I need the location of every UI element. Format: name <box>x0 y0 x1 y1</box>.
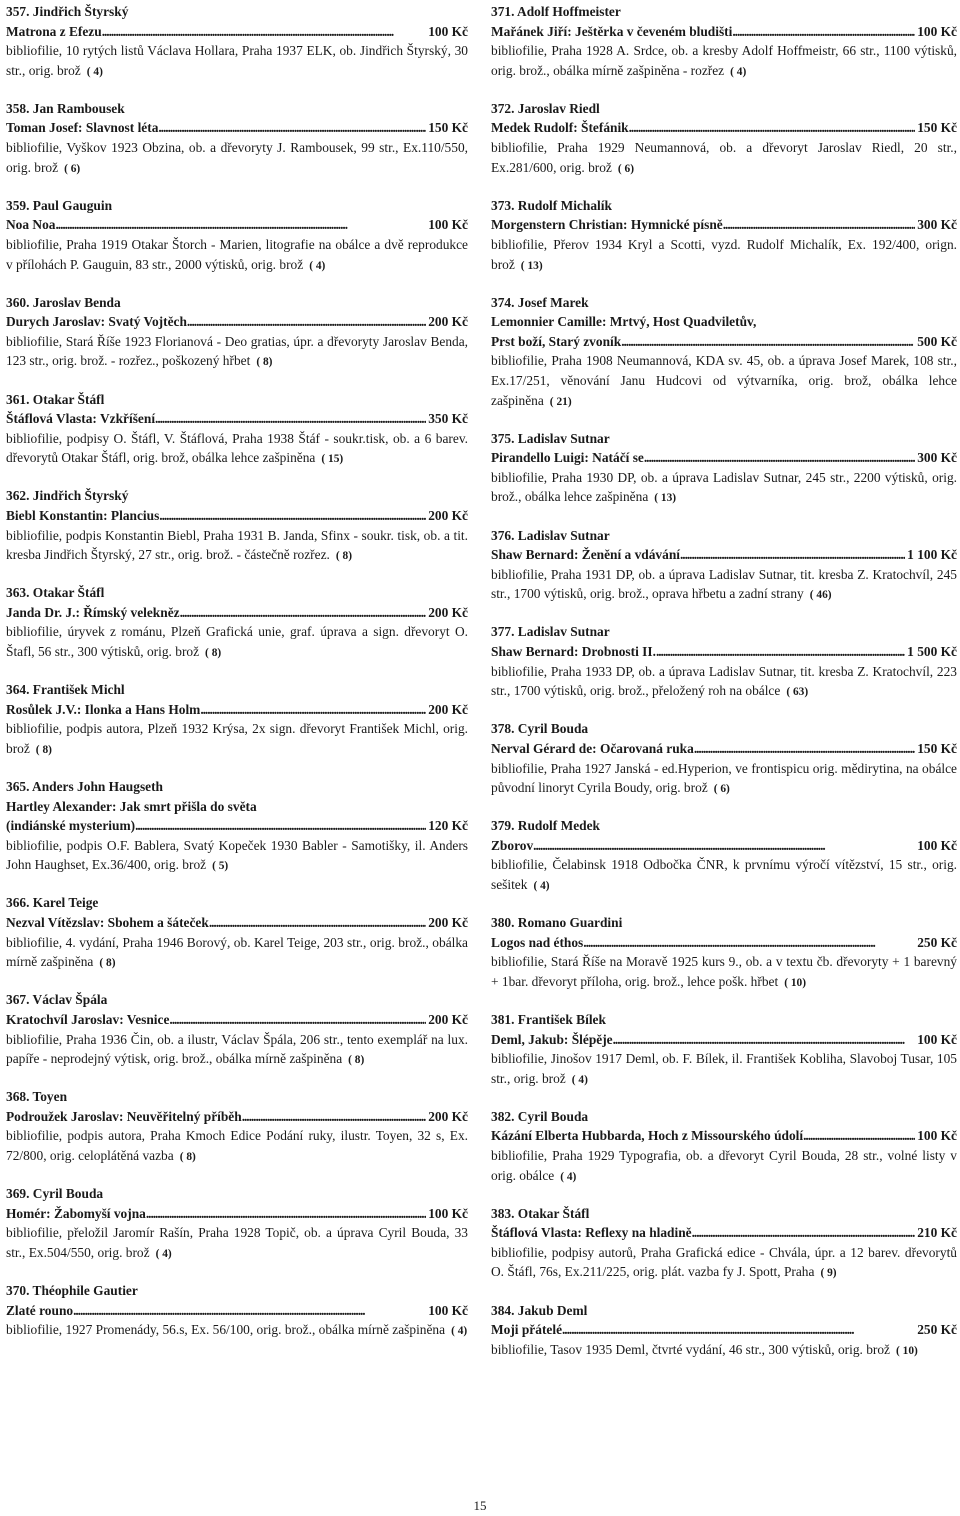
entry-description-text: bibliofilie, Praha 1908 Neumannová, KDA sv. 45, ob. a úprava Josef Marek, 108 str., Ex.17/251, věnování Janu Hudcovi od výtvarníka, orig. brož, obálka lehce zašpiněna <box>491 353 957 408</box>
catalog-entry <box>6 777 468 877</box>
entry-price: 200 Kč <box>428 507 468 523</box>
dot-leader <box>158 118 426 138</box>
catalog-entry <box>6 196 468 276</box>
entry-title-line <box>6 816 468 836</box>
entry-description-text: bibliofilie, podpisy autorů, Praha Grafická edice - Chvála, úpr. a 12 barev. dřevorytů O. Štáfl, 76s, Ex.211/225, orig. plát. vazba fy J. Spott, Praha <box>491 1244 957 1280</box>
entry-number-artist: 373. Rudolf Michalík <box>491 197 612 213</box>
entry-title-line <box>491 118 957 138</box>
entry-description <box>491 41 957 82</box>
entry-price: 250 Kč <box>917 1322 957 1338</box>
entry-title: Durych Jaroslav: Svatý Vojtěch <box>6 314 187 330</box>
entry-description-text: bibliofilie, Praha 1928 A. Srdce, ob. a kresby Adolf Hoffmeistr, 66 str., 1100 výtisků, orig. brož., obálka mírně zašpiněna - rozřez <box>491 43 957 78</box>
entry-description-text: bibliofilie, podpis autora, Praha Kmoch Edice Podání ruky, ilustr. Toyen, 32 s, Ex. 72/800, orig. celoplátěná vazba <box>6 1128 468 1163</box>
entry-condition-code: ( 8) <box>348 1054 365 1067</box>
entry-number-artist: 369. Cyril Bouda <box>6 1186 104 1202</box>
entry-title: Toman Josef: Slavnost léta <box>6 120 159 136</box>
entry-condition-code: ( 4) <box>730 65 747 78</box>
entry-description-text: bibliofilie, Vyškov 1923 Obzina, ob. a dřevoryty J. Rambousek, 99 str., Ex.110/550, orig. brož <box>6 140 468 175</box>
entry-description <box>6 429 468 470</box>
entry-description-text: bibliofilie, Praha 1929 Typografia, ob. a dřevoryt Cyril Bouda, 28 str., volné listy v orig. obálce <box>491 1148 957 1183</box>
dot-leader <box>242 1107 427 1127</box>
dot-leader <box>180 603 427 623</box>
entry-description <box>6 836 468 877</box>
catalog-entry <box>491 1107 957 1187</box>
entry-number-artist: 367. Václav Špála <box>6 992 108 1008</box>
catalog-entry <box>6 1281 468 1342</box>
entry-condition-code: ( 4) <box>560 1170 577 1183</box>
dot-leader <box>723 215 915 235</box>
entry-description-text: bibliofilie, Praha 1930 DP, ob. a úprava Ladislav Sutnar, 245 str., 2200 výtisků, orig. brož., obálka lehce zašpiněna <box>491 469 957 505</box>
catalog-entry <box>6 680 468 760</box>
entry-title-line <box>6 603 468 623</box>
entry-title-line <box>6 700 468 720</box>
entry-price: 100 Kč <box>917 837 957 853</box>
entry-title-line <box>6 312 468 332</box>
entry-description <box>6 526 468 567</box>
dot-leader <box>73 1301 426 1321</box>
entry-description-text: bibliofilie, 1927 Promenády, 56.s, Ex. 56/100, orig. brož., obálka mírně zašpiněna <box>6 1322 446 1338</box>
entry-description-text: bibliofilie, Jinošov 1917 Deml, ob. F. Bílek, il. František Kobliha, Slavoboj Tusar, 105 str., orig. brož <box>491 1051 957 1086</box>
catalog-entry <box>6 486 468 566</box>
entry-number-artist: 363. Otakar Štáfl <box>6 585 105 601</box>
catalog-entry <box>491 1204 957 1284</box>
entry-condition-code: ( 8) <box>256 356 273 369</box>
catalog-entry <box>491 526 957 606</box>
catalog-entry <box>491 622 957 702</box>
entry-price: 250 Kč <box>917 934 957 950</box>
entry-condition-code: ( 8) <box>35 743 52 756</box>
entry-title-line <box>6 1107 468 1127</box>
catalog-entry <box>491 816 957 896</box>
catalog-entry <box>6 2 468 82</box>
entry-title: Moji přátelé <box>491 1322 563 1338</box>
entry-title-line <box>491 448 957 468</box>
entry-description <box>491 235 957 276</box>
entry-description <box>6 1030 468 1071</box>
entry-condition-code: ( 21) <box>549 395 572 408</box>
entry-number-artist: 357. Jindřich Štyrský <box>6 4 129 19</box>
entry-title: Morgenstern Christian: Hymnické písně <box>491 217 723 233</box>
entry-number-artist: 370. Théophile Gautier <box>6 1282 138 1298</box>
entry-title: Medek Rudolf: Štefánik <box>491 120 629 136</box>
entry-number-artist: 384. Jakub Deml <box>491 1302 588 1318</box>
entry-title: Nezval Vítězslav: Sbohem a šáteček <box>6 915 209 931</box>
entry-number-artist: 380. Romano Guardini <box>491 915 623 931</box>
entry-title-line <box>491 642 957 662</box>
entry-title: Biebl Konstantin: Plancius <box>6 507 160 523</box>
entry-title-line <box>6 913 468 933</box>
catalog-entry <box>6 583 468 663</box>
entry-description <box>6 622 468 663</box>
right-column <box>491 2 957 1378</box>
entry-condition-code: ( 6) <box>617 162 635 175</box>
entry-number-artist: 361. Otakar Štáfl <box>6 391 105 407</box>
dot-leader <box>155 409 426 429</box>
dot-leader <box>187 312 426 332</box>
entry-description-text: bibliofilie, Tasov 1935 Deml, čtvrté vydání, 46 str., 300 výtisků, orig. brož <box>491 1341 890 1357</box>
entry-number-artist: 381. František Bílek <box>491 1011 606 1027</box>
dot-leader <box>200 700 426 720</box>
entry-condition-code: ( 4) <box>451 1325 468 1338</box>
entry-price: 300 Kč <box>917 450 957 466</box>
entry-title-line <box>491 933 957 953</box>
entry-price: 120 Kč <box>428 818 468 834</box>
entry-price: 200 Kč <box>428 1108 468 1124</box>
entry-price: 1 500 Kč <box>907 644 957 660</box>
catalog-entry <box>491 293 957 413</box>
entry-number-artist: 362. Jindřich Štyrský <box>6 488 129 504</box>
entry-description <box>6 41 468 82</box>
entry-title: Zborov <box>491 837 534 853</box>
entry-price: 100 Kč <box>428 1205 468 1221</box>
entry-title-line <box>491 1126 957 1146</box>
entry-title-line <box>491 332 957 352</box>
entry-description <box>491 138 957 179</box>
left-column <box>6 2 468 1358</box>
entry-description-text: bibliofilie, podpis O.F. Bablera, Svatý Kopeček 1930 Babler - Samotišky, il. Anders John Haughset, Ex.36/400, orig. brož <box>6 837 468 873</box>
catalog-entry <box>491 2 957 82</box>
entry-title: Janda Dr. J.: Římský velekněz <box>6 604 180 620</box>
catalog-entry <box>6 1087 468 1167</box>
dot-leader <box>562 1320 915 1340</box>
catalog-entry <box>6 293 468 373</box>
catalog-entry <box>6 1184 468 1264</box>
entry-condition-code: ( 8) <box>335 550 353 563</box>
entry-title-line <box>6 22 468 42</box>
entry-number-artist: 365. Anders John Haugseth <box>6 779 163 794</box>
entry-price: 100 Kč <box>917 1128 957 1144</box>
entry-condition-code: ( 4) <box>86 65 103 78</box>
entry-description <box>491 565 957 606</box>
entry-title: Shaw Bernard: Drobnosti II. <box>491 644 656 660</box>
entry-price: 1 100 Kč <box>907 547 957 563</box>
entry-price: 100 Kč <box>917 1031 957 1047</box>
entry-description-text: bibliofilie, Praha 1936 Čin, ob. a ilustr, Václav Špála, 206 str., tento exemplář na lux. papíře - neprodejný výtisk, orig. brož., obálka mírně zašpiněna <box>6 1031 468 1067</box>
entry-description-text: bibliofilie, Praha 1929 Neumannová, ob. a dřevoryt Jaroslav Riedl, 20 str., Ex.281/600, orig. brož <box>491 140 957 175</box>
dot-leader <box>621 332 915 352</box>
entry-description <box>491 662 957 703</box>
entry-number-artist: 368. Toyen <box>6 1089 68 1105</box>
entry-condition-code: ( 46) <box>809 589 832 602</box>
entry-title: Prst boží, Starý zvoník <box>491 333 622 349</box>
catalog-entry <box>491 1301 957 1362</box>
entry-description <box>491 855 957 896</box>
entry-title: Štáflová Vlasta: Vzkříšení <box>6 411 156 427</box>
entry-number-artist: 375. Ladislav Sutnar <box>491 430 610 446</box>
entry-title: Deml, Jakub: Šlépěje <box>491 1031 613 1047</box>
entry-number-artist: 382. Cyril Bouda <box>491 1108 589 1124</box>
dot-leader <box>159 506 426 526</box>
entry-condition-code: ( 13) <box>520 259 543 272</box>
entry-description-text: bibliofilie, přeložil Jaromír Rašín, Praha 1928 Topič, ob. a úprava Cyril Bouda, 33 str., Ex.504/550, orig. brož <box>6 1225 468 1260</box>
entry-price: 100 Kč <box>917 23 957 39</box>
entry-title-line <box>491 1223 957 1243</box>
entry-description <box>6 235 468 276</box>
catalog-entry <box>491 99 957 179</box>
entry-number-artist: 359. Paul Gauguin <box>6 197 113 213</box>
entry-description <box>6 933 468 974</box>
entry-number-artist: 371. Adolf Hoffmeister <box>491 4 621 19</box>
dot-leader <box>613 1030 916 1050</box>
entry-condition-code: ( 10) <box>896 1344 918 1357</box>
entry-title: Podroužek Jaroslav: Neuvěřitelný příběh <box>6 1108 242 1124</box>
entry-number-artist: 377. Ladislav Sutnar <box>491 624 610 640</box>
entry-description <box>6 138 468 179</box>
entry-price: 200 Kč <box>428 314 468 330</box>
entry-description <box>6 719 468 760</box>
entry-title-line <box>6 1010 468 1030</box>
entry-price: 200 Kč <box>428 701 468 717</box>
entry-price: 100 Kč <box>428 23 468 39</box>
entry-description-text: bibliofilie, podpisy O. Štáfl, V. Štáflová, Praha 1938 Štáf - soukr.tisk, ob. a 6 barev. dřevorytů Otakar Štáfl, orig. brož, obálka lehce zašpiněna <box>6 430 468 466</box>
entry-price: 500 Kč <box>917 333 957 349</box>
entry-description-text: bibliofilie, Praha 1927 Janská - ed.Hyperion, ve frontispicu orig. mědirytina, na obálce původní linoryt Cyrila Boudy, orig. brož <box>491 760 957 796</box>
entry-number-artist: 358. Jan Rambousek <box>6 100 125 116</box>
entry-title-line <box>491 836 957 856</box>
entry-title: Shaw Bernard: Ženění a vdávání <box>491 547 680 563</box>
entry-description-text: bibliofilie, Čelabinsk 1918 Odbočka ČNR, k prvnímu výročí vítězství, 15 str., orig. sešitek <box>491 857 957 892</box>
entry-description-text: bibliofilie, Praha 1931 DP, ob. a úprava Ladislav Sutnar, tit. kresba Z. Kratochvíl, 245 str., 1700 výtisků, orig. brož., oprava hřbetu a zadní strany <box>491 566 957 602</box>
entry-condition-code: ( 10) <box>784 976 807 989</box>
catalog-entry <box>6 990 468 1070</box>
entry-description-text: bibliofilie, Přerov 1934 Kryl a Scotti, vyzd. Rudolf Michalík, Ex. 192/400, orign. brož <box>491 236 957 272</box>
entry-number-artist: 364. František Michl <box>6 682 125 698</box>
entry-title: Homér: Žabomyší vojna <box>6 1205 146 1221</box>
entry-title-line <box>6 506 468 526</box>
entry-description-text: bibliofilie, 4. vydání, Praha 1946 Borový, ob. Karel Teige, 203 str., orig. brož., obálka mírně zašpiněna <box>6 934 468 970</box>
entry-title: Logos nad éthos <box>491 934 584 950</box>
entry-title: Mařánek Jiří: Ještěrka v čeveném bludišti <box>491 23 733 39</box>
entry-title: (indiánské mysterium) <box>6 818 136 834</box>
dot-leader <box>692 1223 916 1243</box>
entry-number-artist: 374. Josef Marek <box>491 294 589 310</box>
entry-number-artist: 372. Jaroslav Riedl <box>491 100 600 116</box>
entry-price: 150 Kč <box>917 740 957 756</box>
catalog-entry <box>491 913 957 993</box>
entry-title-line <box>491 22 957 42</box>
entry-condition-code: ( 4) <box>533 879 550 892</box>
entry-description <box>491 952 957 993</box>
catalog-entry <box>491 429 957 509</box>
dot-leader <box>629 118 916 138</box>
catalog-entry <box>491 196 957 276</box>
entry-title: Kázání Elberta Hubbarda, Hoch z Missourského údolí <box>491 1128 804 1144</box>
entry-author-line: Hartley Alexander: Jak smrt přišla do světa <box>6 798 257 814</box>
entry-title-line <box>6 409 468 429</box>
entry-title-line <box>491 215 957 235</box>
catalog-entry <box>491 1010 957 1090</box>
entry-description <box>491 1243 957 1284</box>
dot-leader <box>102 22 427 42</box>
entry-description <box>491 1146 957 1187</box>
entry-price: 100 Kč <box>428 1302 468 1318</box>
entry-title-line <box>491 739 957 759</box>
entry-description-text: bibliofilie, Praha 1933 DP, ob. a úprava Ladislav Sutnar, tit. kresba Z. Kratochvíl, 223 str., 1700 výtisků, orig. brož., přeložený roh na obálce <box>491 663 957 699</box>
entry-price: 150 Kč <box>428 120 468 136</box>
entry-number-artist: 383. Otakar Štáfl <box>491 1205 590 1221</box>
entry-number-artist: 360. Jaroslav Benda <box>6 294 121 310</box>
entry-title: Zlaté rouno <box>6 1302 74 1318</box>
entry-description-text: bibliofilie, Stará Říše 1923 Florianová - Deo gratias, úpr. a dřevoryty Jaroslav Benda, 123 str., orig. brož. - rozřez., poškozený hřbet <box>6 333 468 369</box>
dot-leader <box>169 1010 426 1030</box>
entry-price: 200 Kč <box>428 1011 468 1027</box>
entry-author-line: Lemonnier Camille: Mrtvý, Host Quadviletův, <box>491 314 757 330</box>
entry-title-line <box>491 545 957 565</box>
dot-leader <box>656 642 905 662</box>
dot-leader <box>583 933 915 953</box>
entry-description-text: bibliofilie, Stará Říše na Moravě 1925 kurs 9., ob. a v textu čb. dřevoryty + 1 barevný + 1bar. dřevoryt příloha, orig. brož., lehce pošk. hřbet <box>491 954 957 989</box>
entry-condition-code: ( 4) <box>571 1073 588 1086</box>
entry-title: Noa Noa <box>6 217 56 233</box>
entry-description <box>491 759 957 800</box>
entry-condition-code: ( 5) <box>212 860 229 873</box>
catalog-entry <box>6 99 468 179</box>
entry-description-text: bibliofilie, 10 rytých listů Václava Hollara, Praha 1937 ELK, ob. Jindřich Štyrský, 30 str., orig. brož <box>6 43 468 78</box>
catalog-entry <box>6 390 468 470</box>
entry-title-line <box>491 1320 957 1340</box>
entry-number-artist: 379. Rudolf Medek <box>491 818 600 834</box>
entry-description <box>6 1320 468 1342</box>
entry-condition-code: ( 8) <box>99 957 116 970</box>
entry-title-line <box>6 215 468 235</box>
entry-description <box>6 1223 468 1264</box>
entry-price: 300 Kč <box>917 217 957 233</box>
entry-title-line <box>6 1204 468 1224</box>
entry-description <box>6 332 468 373</box>
entry-condition-code: ( 8) <box>205 647 222 660</box>
dot-leader <box>135 816 426 836</box>
dot-leader <box>694 739 915 759</box>
entry-condition-code: ( 15) <box>321 453 344 466</box>
dot-leader <box>803 1126 915 1146</box>
dot-leader <box>209 913 426 933</box>
entry-description-text: bibliofilie, podpis Konstantin Biebl, Praha 1931 B. Janda, Sfinx - soukr. tisk, ob. a tit. kresba Jindřich Štyrský, 27 str., orig. brož. - částečně rozřez. <box>6 527 468 563</box>
entry-price: 150 Kč <box>917 120 957 136</box>
entry-description <box>491 468 957 509</box>
entry-number-artist: 378. Cyril Bouda <box>491 721 589 737</box>
entry-title-line <box>491 1030 957 1050</box>
entry-description-text: bibliofilie, Praha 1919 Otakar Štorch - Marien, litografie na obálce a dvě reprodukce v přílohách P. Gauguin, 83 str., 2000 výtisků, orig. brož <box>6 236 468 272</box>
entry-number-artist: 376. Ladislav Sutnar <box>491 527 610 543</box>
catalog-entry <box>491 719 957 799</box>
page-number: 15 <box>473 1498 487 1513</box>
entry-title: Nerval Gérard de: Očarovaná ruka <box>491 740 694 756</box>
entry-title-line <box>6 118 468 138</box>
entry-condition-code: ( 4) <box>309 259 326 272</box>
entry-condition-code: ( 6) <box>64 162 81 175</box>
entry-description <box>491 1340 957 1362</box>
dot-leader <box>680 545 905 565</box>
catalog-entry <box>6 893 468 973</box>
entry-price: 210 Kč <box>917 1225 957 1241</box>
dot-leader <box>146 1204 426 1224</box>
entry-condition-code: ( 63) <box>786 686 809 699</box>
entry-price: 200 Kč <box>428 604 468 620</box>
entry-description <box>6 1126 468 1167</box>
entry-condition-code: ( 4) <box>155 1247 172 1260</box>
dot-leader <box>55 215 426 235</box>
entry-condition-code: ( 6) <box>713 783 730 796</box>
entry-description-text: bibliofilie, podpis autora, Plzeň 1932 Krýsa, 2x sign. dřevoryt František Michl, orig. brož <box>6 721 468 756</box>
entry-description-text: bibliofilie, úryvek z románu, Plzeň Grafická unie, graf. úprava a sign. dřevoryt O. Štafl, 56 str., 300 výtisků, orig. brož <box>6 624 468 660</box>
entry-description <box>491 351 957 412</box>
entry-price: 100 Kč <box>428 217 468 233</box>
entry-condition-code: ( 13) <box>654 492 677 505</box>
entry-number-artist: 366. Karel Teige <box>6 895 99 911</box>
entry-title: Štáflová Vlasta: Reflexy na hladině <box>491 1225 692 1241</box>
entry-title: Pirandello Luigi: Natáčí se <box>491 450 644 466</box>
entry-price: 350 Kč <box>428 411 468 427</box>
dot-leader <box>732 22 915 42</box>
entry-title: Kratochvíl Jaroslav: Vesnice <box>6 1011 170 1027</box>
entry-condition-code: ( 9) <box>820 1267 837 1280</box>
entry-title-line <box>6 1301 468 1321</box>
entry-description <box>491 1049 957 1090</box>
dot-leader <box>644 448 915 468</box>
entry-price: 200 Kč <box>428 915 468 931</box>
dot-leader <box>533 836 915 856</box>
entry-condition-code: ( 8) <box>179 1151 196 1163</box>
entry-title: Matrona z Efezu <box>6 23 102 39</box>
entry-title: Rosůlek J.V.: Ilonka a Hans Holm <box>6 701 201 717</box>
